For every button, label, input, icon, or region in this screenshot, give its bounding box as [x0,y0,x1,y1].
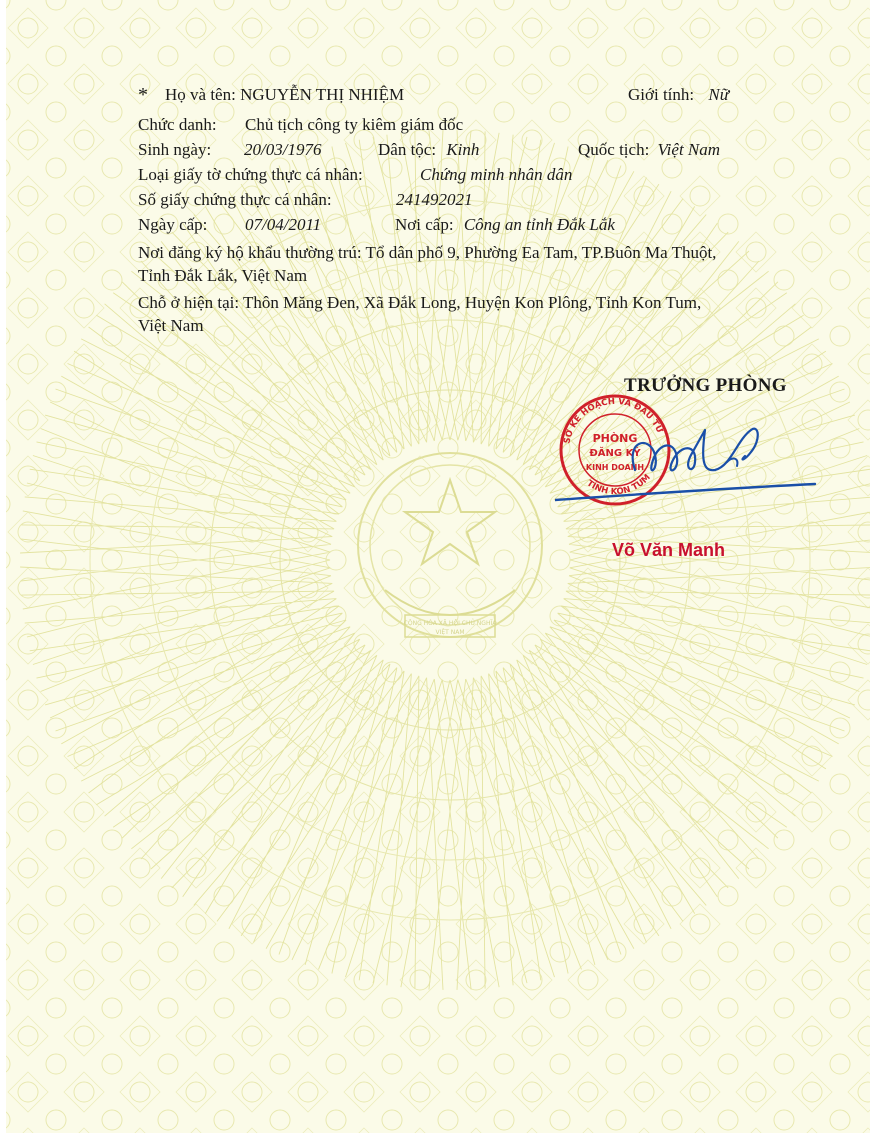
svg-text:TỈNH KON TUM: TỈNH KON TUM [584,472,653,498]
nationality-label: Quốc tịch: [578,140,650,159]
id-type-label-wrap [138,164,363,186]
issue-date-label: Ngày cấp: [138,215,208,234]
issue-date-label-wrap [138,214,207,236]
signer-title: TRƯỞNG PHÒNG [624,375,787,396]
position-label: Chức danh: [138,115,217,134]
id-number-value-wrap [396,189,473,211]
ethnicity-label: Dân tộc: [378,140,437,159]
residence-line-1: Nơi đăng ký hộ khẩu thường trú: Tổ dân phố 9, Phường Ea Tam, TP.Buôn Ma Thuột, [138,243,717,262]
issue-date-value-wrap [245,214,321,236]
ethnicity-row [378,139,479,161]
name-value: NGUYỄN THỊ NHIỆM [240,85,405,104]
dob-value: 20/03/1976 [244,140,322,159]
svg-text:KINH DOANH: KINH DOANH [585,463,645,472]
bullet: * [138,84,148,106]
issue-place-row [395,214,615,236]
position-value-wrap [245,114,463,136]
issue-date-value: 07/04/2011 [245,215,322,234]
id-type-value-wrap [420,164,572,186]
gender-value: Nữ [708,85,730,104]
residence-line-2: Tỉnh Đắk Lắk, Việt Nam [138,266,308,285]
svg-text:SỞ KẾ HOẠCH VÀ ĐẦU TƯ: SỞ KẾ HOẠCH VÀ ĐẦU TƯ [562,396,665,445]
id-number-label: Số giấy chứng thực cá nhân: [138,190,332,209]
gender-row [628,84,729,106]
svg-text:ĐĂNG KÝ: ĐĂNG KÝ [589,448,641,459]
issue-place-label: Nơi cấp: [395,215,454,234]
svg-text:VIỆT NAM: VIỆT NAM [435,629,465,636]
position-row [138,114,217,136]
dob-label: Sinh ngày: [138,140,212,159]
issue-place-value: Công an tỉnh Đắk Lắk [463,215,615,234]
dob-value-wrap [244,139,321,161]
id-number-value: 241492021 [396,190,473,209]
handwritten-signature [555,400,820,520]
position-value: Chủ tịch công ty kiêm giám đốc [245,115,464,134]
dob-label-wrap [138,139,211,161]
name-label: Họ và tên: [165,85,236,104]
nationality-value: Việt Nam [657,140,721,159]
svg-text:PHÒNG: PHÒNG [592,432,638,445]
svg-text:CỘNG HÒA XÃ HỘI CHỦ NGHĨA: CỘNG HÒA XÃ HỘI CHỦ NGHĨA [403,620,497,627]
current-address-line-1: Chỗ ở hiện tại: Thôn Măng Đen, Xã Đắk Long, Huyện Kon Plông, Tỉnh Kon Tum, [138,293,702,312]
id-type-label: Loại giấy tờ chứng thực cá nhân: [138,165,363,184]
name-row [165,84,404,106]
current-address-line-2: Việt Nam [138,316,204,335]
id-number-label-wrap [138,189,332,211]
id-type-value: Chứng minh nhân dân [420,165,573,184]
nationality-row [578,139,720,161]
gender-label: Giới tính: [628,85,695,104]
ethnicity-value: Kinh [446,140,480,159]
signer-name: Võ Văn Manh [612,540,726,560]
